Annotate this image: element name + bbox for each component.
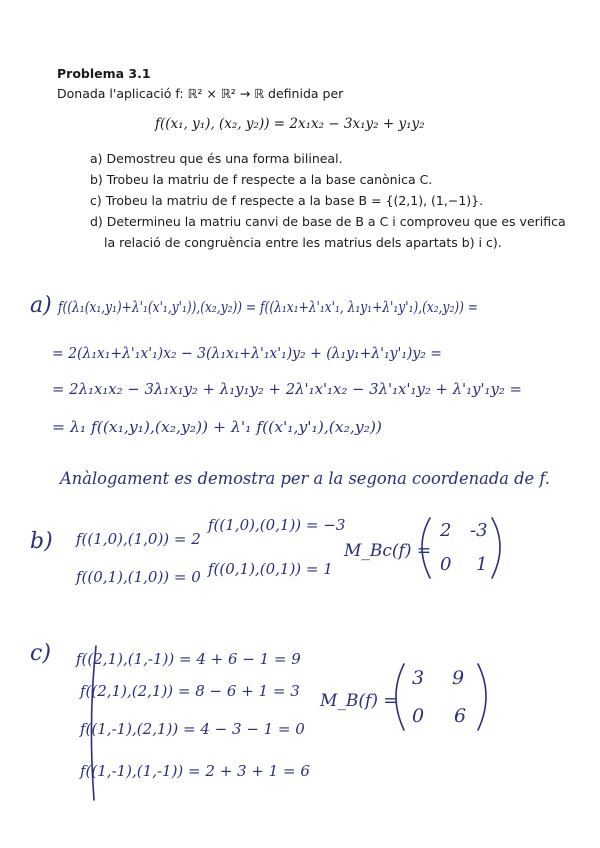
part-a-line-4: = λ₁ f((x₁,y₁),(x₂,y₂)) + λ'₁ f((x'₁,y'₁),(x₂,y₂)): [52, 418, 383, 436]
item-c: c) Trobeu la matriu de f respecte a la base B = {(2,1), (1,−1)}.: [90, 193, 484, 208]
part-b-eval-3: f((0,1),(1,0)) = 0: [76, 568, 201, 586]
part-c-eval-2: f((2,1),(2,1)) = 8 − 6 + 1 = 3: [80, 682, 300, 700]
part-b-eval-4: f((0,1),(0,1)) = 1: [208, 560, 333, 578]
part-c-right-paren: [478, 664, 486, 730]
item-d-continuation: la relació de congruència entre les matrius dels apartats b) i c).: [104, 235, 502, 250]
bilinear-formula: f((x₁, y₁), (x₂, y₂)) = 2x₁x₂ − 3x₁y₂ + y₁y₂: [155, 116, 425, 132]
part-b-eval-2: f((1,0),(0,1)) = −3: [208, 516, 346, 534]
part-c-label: c): [30, 641, 51, 666]
problem-title: Problema 3.1: [57, 66, 151, 81]
part-a-line-5: Anàlogament es demostra per a la segona coordenada de f.: [58, 469, 550, 489]
part-b-eval-1: f((1,0),(1,0)) = 2: [76, 530, 201, 548]
part-a-label: a): [30, 293, 52, 318]
part-c-eval-4: f((1,-1),(1,-1)) = 2 + 3 + 1 = 6: [80, 762, 310, 780]
part-c-m22: 6: [454, 705, 467, 727]
item-d: d) Determineu la matriu canvi de base de B a C i comproveu que es verifica: [90, 214, 566, 229]
part-c-m12: 9: [452, 667, 465, 689]
part-c-m11: 3: [412, 667, 425, 689]
part-c-eval-1: f((2,1),(1,-1)) = 4 + 6 − 1 = 9: [76, 650, 301, 668]
item-b: b) Trobeu la matriu de f respecte a la base canònica C.: [90, 172, 433, 187]
part-b-right-paren: [492, 518, 500, 578]
part-b-label: b): [30, 529, 53, 554]
part-c-matrix-label: M_B(f) =: [320, 691, 398, 711]
part-b-matrix-label: M_Bc(f) =: [344, 541, 432, 561]
part-b-m12: -3: [470, 520, 488, 541]
part-b-m11: 2: [440, 520, 452, 541]
problem-intro: Donada l'aplicació f: ℝ² × ℝ² → ℝ definida per: [57, 86, 344, 101]
part-a-line-1: f((λ₁(x₁,y₁)+λ'₁(x'₁,y'₁)),(x₂,y₂)) = f((λ₁x₁+λ'₁x'₁, λ₁y₁+λ'₁y'₁),(x₂,y₂)) =: [57, 300, 479, 316]
part-a-line-2: = 2(λ₁x₁+λ'₁x'₁)x₂ − 3(λ₁x₁+λ'₁x'₁)y₂ + (λ₁y₁+λ'₁y'₁)y₂ =: [52, 344, 442, 362]
part-b-m21: 0: [440, 554, 452, 575]
part-b-m22: 1: [476, 554, 488, 575]
part-c-m21: 0: [412, 705, 425, 727]
part-c-eval-3: f((1,-1),(2,1)) = 4 − 3 − 1 = 0: [80, 720, 305, 738]
part-a-line-3: = 2λ₁x₁x₂ − 3λ₁x₁y₂ + λ₁y₁y₂ + 2λ'₁x'₁x₂ − 3λ'₁x'₁y₂ + λ'₁y'₁y₂ =: [52, 380, 522, 398]
item-a: a) Demostreu que és una forma bilineal.: [90, 151, 343, 166]
